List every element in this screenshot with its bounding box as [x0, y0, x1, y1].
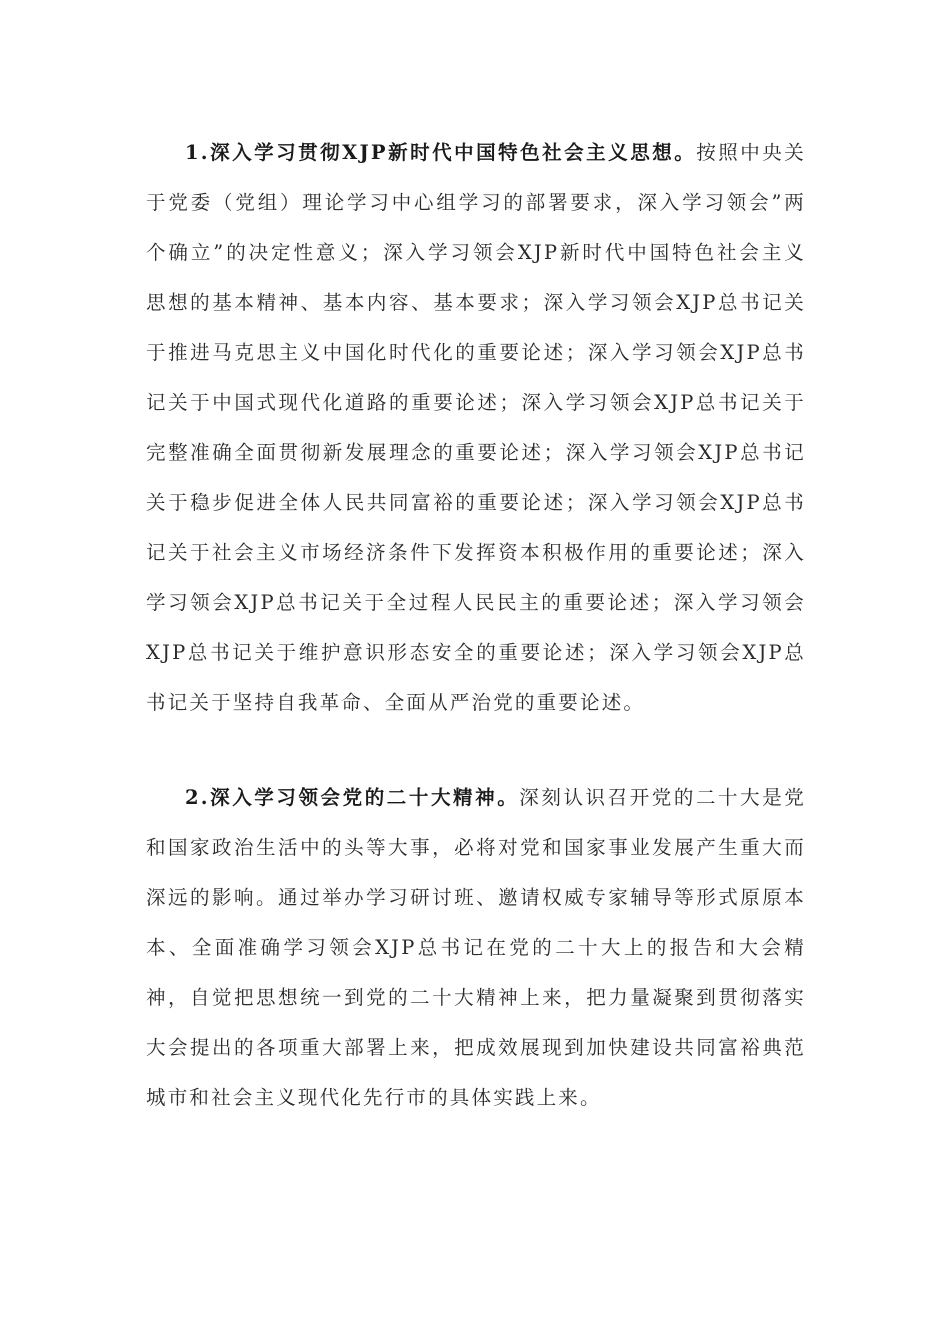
paragraph-2-heading: 2.深入学习领会党的二十大精神。 [185, 786, 520, 809]
document-body [146, 128, 806, 1123]
paragraph-2 [146, 773, 806, 1123]
paragraph-1 [146, 128, 806, 728]
paragraph-1-text: 按照中央关于党委（党组）理论学习中心组学习的部署要求，深入学习领会”两个确立”的决定性意义；深入学习领会XJP新时代中国特色社会主义思想的基本精神、基本内容、基本要求；深入学习领会XJP总书记关于推进马克思主义中国化时代化的重要论述；深入学习领会XJP总书记关于中国式现代化道路的重要论述；深入学习领会XJP总书记关于完整准确全面贯彻新发展理念的重要论述；深入学习领会XJP总书记关于稳步促进全体人民共同富裕的重要论述；深入学习领会XJP总书记关于社会主义市场经济条件下发挥资本积极作用的重要论述；深入学习领会XJP总书记关于全过程人民民主的重要论述；深入学习领会XJP总书记关于维护意识形态安全的重要论述；深入学习领会XJP总书记关于坚持自我革命、全面从严治党的重要论述。 [146, 141, 806, 714]
paragraph-1-heading: 1.深入学习贯彻XJP新时代中国特色社会主义思想。 [185, 141, 697, 164]
paragraph-2-text: 深刻认识召开党的二十大是党和国家政治生活中的头等大事，必将对党和国家事业发展产生重大而深远的影响。通过举办学习研讨班、邀请权威专家辅导等形式原原本本、全面准确学习领会XJP总书记在党的二十大上的报告和大会精神，自觉把思想统一到党的二十大精神上来，把力量凝聚到贯彻落实大会提出的各项重大部署上来，把成效展现到加快建设共同富裕典范城市和社会主义现代化先行市的具体实践上来。 [146, 786, 806, 1109]
